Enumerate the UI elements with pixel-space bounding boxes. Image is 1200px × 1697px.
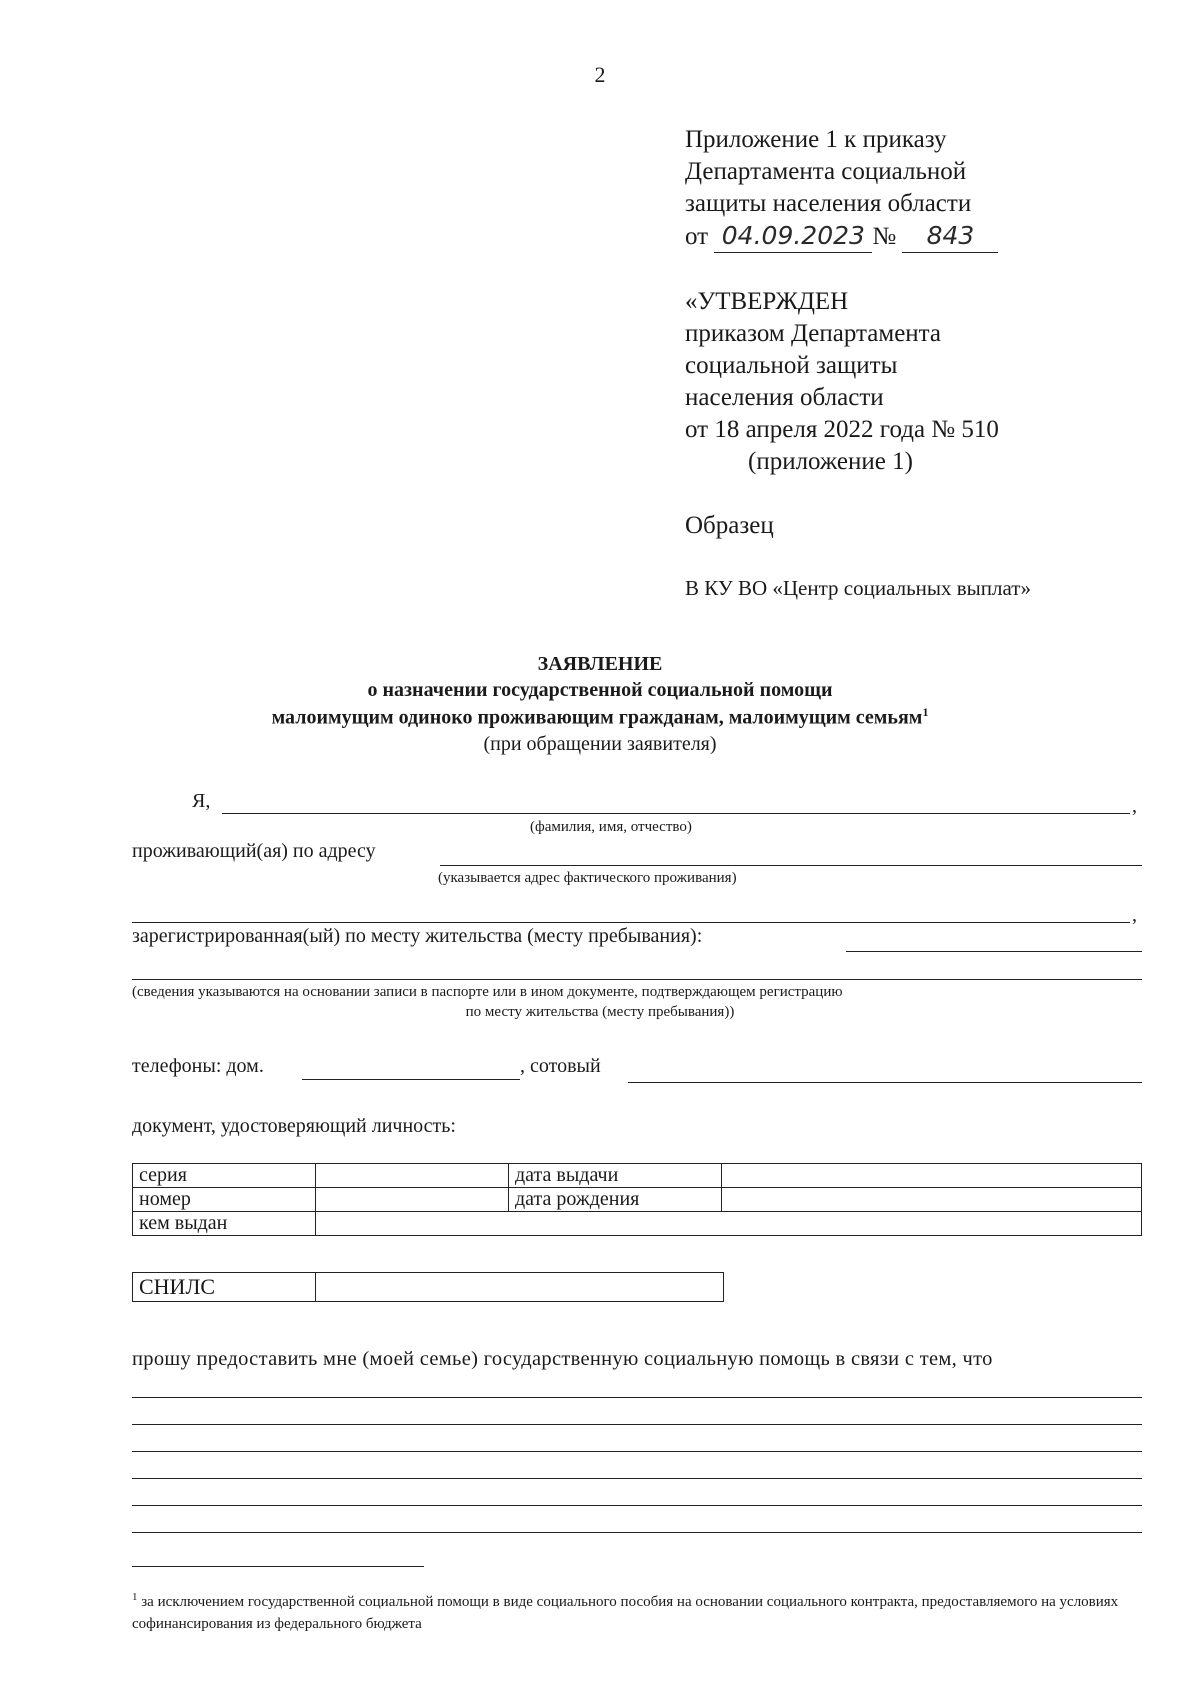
approved-line-3: социальной защиты xyxy=(685,352,898,379)
appendix-date-line xyxy=(685,220,998,253)
approved-line-2: приказом Департамента xyxy=(685,320,941,347)
request-field-line[interactable] xyxy=(132,1424,1142,1425)
footnote-text: за исключением государственной социальной помощи в виде социального пособия на основании социального контракта, предоставляемого на условиях софинансирования из федерального бюджета xyxy=(132,1594,1119,1632)
registered-field-line-2[interactable] xyxy=(132,979,1142,980)
name-hint: (фамилия, имя, отчество) xyxy=(530,819,692,835)
title-line-3: малоимущим одиноко проживающим гражданам, малоимущим семьям$^1$ xyxy=(271,705,929,729)
registered-field-line[interactable] xyxy=(846,951,1142,952)
phone-mobile-field-line[interactable] xyxy=(628,1082,1142,1083)
appendix-date-prefix: от xyxy=(685,223,709,250)
handwritten-number: 843 xyxy=(902,220,998,253)
addressee: В КУ ВО «Центр социальных выплат» xyxy=(685,576,1031,600)
appendix-line-3: защиты населения области xyxy=(685,190,972,217)
request-field-line[interactable] xyxy=(132,1505,1142,1506)
id-document-label: документ, удостоверяющий личность: xyxy=(132,1115,456,1137)
issue-date-label: дата выдачи xyxy=(509,1164,722,1188)
footnote-mark: 1 xyxy=(132,1591,138,1603)
address-label: проживающий(ая) по адресу xyxy=(132,840,376,862)
address-field-line-2[interactable] xyxy=(132,922,1130,923)
request-label: прошу предоставить мне (моей семье) государственную социальную помощь в связи с тем, что xyxy=(132,1348,993,1370)
number-label: номер xyxy=(133,1188,316,1212)
request-field-line[interactable] xyxy=(132,1478,1142,1479)
name-field-line[interactable] xyxy=(222,813,1130,814)
series-label: серия xyxy=(133,1164,316,1188)
name-comma: , xyxy=(1132,795,1137,817)
title-footnote-ref: 1 xyxy=(922,705,929,719)
snils-label: СНИЛС xyxy=(133,1273,316,1302)
handwritten-date: 04.09.2023 xyxy=(714,220,872,253)
appendix-line-1: Приложение 1 к приказу xyxy=(685,126,947,153)
approved-line-6: (приложение 1) xyxy=(748,448,913,475)
issued-by-label: кем выдан xyxy=(133,1212,316,1236)
registered-label: зарегистрированная(ый) по месту жительства (месту пребывания): xyxy=(132,925,703,947)
number-value-cell[interactable] xyxy=(316,1188,509,1212)
birth-date-label: дата рождения xyxy=(509,1188,722,1212)
address-field-line[interactable] xyxy=(440,865,1142,866)
page-number: 2 xyxy=(594,62,606,87)
issue-date-value-cell[interactable] xyxy=(722,1164,1142,1188)
request-field-line[interactable] xyxy=(132,1532,1142,1533)
table-row xyxy=(133,1273,724,1302)
table-row xyxy=(133,1188,1142,1212)
i-label: Я, xyxy=(192,790,211,812)
footnote xyxy=(132,1586,1142,1635)
phone-home-field-line[interactable] xyxy=(302,1079,520,1080)
approved-line-1: «УТВЕРЖДЕН xyxy=(685,288,849,315)
approved-line-5: от 18 апреля 2022 года № 510 xyxy=(685,416,999,443)
title-line-4: (при обращении заявителя) xyxy=(483,733,717,755)
title-line-2: о назначении государственной социальной помощи xyxy=(367,679,833,701)
series-value-cell[interactable] xyxy=(316,1164,509,1188)
address-comma: , xyxy=(1132,904,1137,926)
table-row xyxy=(133,1164,1142,1188)
id-document-table xyxy=(132,1163,1142,1236)
snils-value-cell[interactable] xyxy=(316,1273,724,1302)
table-row xyxy=(133,1212,1142,1236)
birth-date-value-cell[interactable] xyxy=(722,1188,1142,1212)
document-title: ЗАЯВЛЕНИЕ xyxy=(537,653,663,675)
issued-by-value-cell[interactable] xyxy=(316,1212,1142,1236)
registered-hint-line-1: (сведения указываются на основании записи в паспорте или в ином документе, подтверждающем регистрацию xyxy=(132,984,843,1000)
sample-label: Образец xyxy=(685,512,774,539)
snils-table xyxy=(132,1272,724,1302)
appendix-number-sign: № xyxy=(872,223,897,250)
address-hint: (указывается адрес фактического проживания) xyxy=(438,870,737,886)
phone-mobile-label: , сотовый xyxy=(520,1055,601,1077)
request-field-line[interactable] xyxy=(132,1451,1142,1452)
appendix-line-2: Департамента социальной xyxy=(685,158,967,185)
request-field-line[interactable] xyxy=(132,1397,1142,1398)
phone-home-label: телефоны: дом. xyxy=(132,1055,264,1077)
footnote-separator xyxy=(132,1566,424,1567)
registered-hint-line-2: по месту жительства (месту пребывания)) xyxy=(465,1004,735,1020)
approved-line-4: населения области xyxy=(685,384,884,411)
